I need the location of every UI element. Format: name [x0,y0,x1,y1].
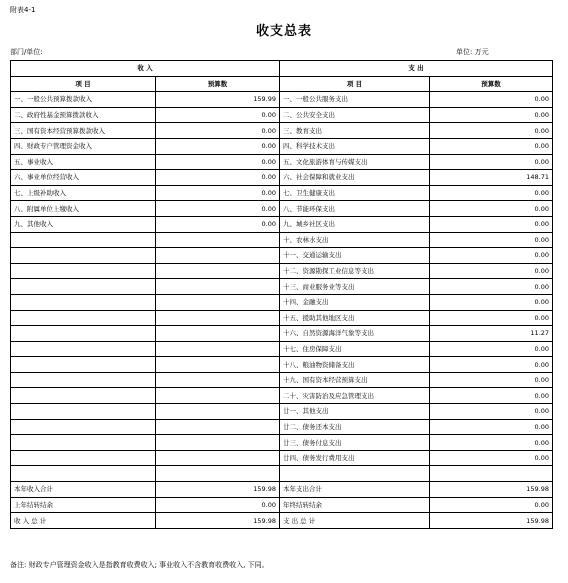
income-item-cell [11,232,156,248]
expense-item-cell: 四、科学技术支出 [280,138,430,154]
footnote: 备注: 财政专户管理资金收入是指教育收费收入; 事业收入不含教育收费收入, 下同。 [10,561,269,569]
expense-value-cell: 11.27 [430,326,553,342]
income-item-cell: 二、政府性基金预算拨款收入 [11,107,156,123]
expense-value-cell: 0.00 [430,138,553,154]
income-item-cell: 收 入 总 计 [11,513,156,529]
expense-value-cell: 0.00 [430,216,553,232]
expense-value-cell: 0.00 [430,107,553,123]
table-row [11,388,553,404]
table-row [11,372,553,388]
expense-item-cell: 九、城乡社区支出 [280,216,430,232]
income-value-cell: 0.00 [156,216,280,232]
expense-item-cell: 七、卫生健康支出 [280,185,430,201]
expense-value-cell: 0.00 [430,341,553,357]
income-item-cell [11,435,156,451]
income-item-cell [11,466,156,482]
income-value-cell [156,466,280,482]
table-row [11,326,553,342]
expense-value-cell: 0.00 [430,123,553,139]
table-row [11,310,553,326]
expense-value-cell: 0.00 [430,279,553,295]
expense-value-cell: 0.00 [430,201,553,217]
expense-item-cell: 三、教育支出 [280,123,430,139]
expense-item-cell: 十一、交通运输支出 [280,248,430,264]
income-value-cell: 0.00 [156,107,280,123]
expense-value-cell [430,466,553,482]
expense-item-cell: 十二、资源勘探工业信息等支出 [280,263,430,279]
expense-item-cell: 六、社会保障和就业支出 [280,170,430,186]
table-header-row [11,76,553,92]
income-item-cell: 三、国有资本经营预算拨款收入 [11,123,156,139]
income-item-cell: 一、一般公共预算拨款收入 [11,92,156,108]
expense-value-cell: 0.00 [430,310,553,326]
page-title: 收支总表 [255,24,312,39]
income-value-cell: 159.99 [156,92,280,108]
expense-value-cell: 0.00 [430,232,553,248]
expense-item-cell: 年终结转结余 [280,497,430,513]
expense-value-cell: 0.00 [430,450,553,466]
income-value-cell [156,263,280,279]
expense-value-cell: 0.00 [430,154,553,170]
dept-label: 部门/单位: [10,48,43,56]
table-row [11,279,553,295]
expense-value-cell: 159.98 [430,513,553,529]
income-item-cell [11,294,156,310]
income-item-header: 项 目 [11,76,156,92]
expense-value-cell: 0.00 [430,294,553,310]
income-item-cell: 五、事业收入 [11,154,156,170]
table-row [11,404,553,420]
income-value-cell [156,450,280,466]
table-row [11,435,553,451]
income-item-cell [11,279,156,295]
income-item-cell: 九、其他收入 [11,216,156,232]
income-item-cell [11,372,156,388]
table-row [11,513,553,529]
expense-item-cell: 廿三、债务付息支出 [280,435,430,451]
expense-value-cell: 148.71 [430,170,553,186]
income-item-cell [11,357,156,373]
expense-item-cell: 二十、灾害防治及应急管理支出 [280,388,430,404]
expense-item-cell: 十八、粮油物资储备支出 [280,357,430,373]
expense-item-cell: 一、一般公共服务支出 [280,92,430,108]
table-row [11,357,553,373]
expense-item-cell: 二、公共安全支出 [280,107,430,123]
income-item-cell: 八、附属单位上缴收入 [11,201,156,217]
expense-item-cell: 十、农林水支出 [280,232,430,248]
income-item-cell [11,310,156,326]
table-row [11,92,553,108]
income-value-cell: 159.98 [156,513,280,529]
expense-value-cell: 0.00 [430,388,553,404]
income-value-cell: 0.00 [156,170,280,186]
expense-value-cell: 0.00 [430,263,553,279]
income-value-cell [156,326,280,342]
expense-value-cell: 0.00 [430,372,553,388]
unit-label: 单位: 万元 [456,48,489,56]
expense-item-cell: 十六、自然资源海洋气象等支出 [280,326,430,342]
expense-budget-header: 预算数 [430,76,553,92]
income-value-cell [156,294,280,310]
table-row [11,216,553,232]
income-item-cell [11,404,156,420]
table-row [11,123,553,139]
table-row [11,497,553,513]
expense-value-cell: 159.98 [430,482,553,498]
income-value-cell: 159.98 [156,482,280,498]
table-body [11,92,553,529]
income-header: 收 入 [11,61,280,77]
income-item-cell: 七、上级补助收入 [11,185,156,201]
income-value-cell [156,310,280,326]
expense-item-cell: 十七、住房保障支出 [280,341,430,357]
income-value-cell [156,388,280,404]
table-row [11,170,553,186]
expense-item-cell: 廿二、债务还本支出 [280,419,430,435]
table-row [11,201,553,217]
expense-item-cell: 廿一、其他支出 [280,404,430,420]
expense-item-cell: 本年支出合计 [280,482,430,498]
income-value-cell [156,404,280,420]
income-value-cell: 0.00 [156,123,280,139]
expense-value-cell: 0.00 [430,435,553,451]
expense-item-cell: 八、节能环保支出 [280,201,430,217]
table-row [11,138,553,154]
expense-item-cell: 十九、国有资本经营预算支出 [280,372,430,388]
expense-value-cell: 0.00 [430,497,553,513]
table-row [11,248,553,264]
income-item-cell [11,419,156,435]
expense-item-cell [280,466,430,482]
table-row [11,450,553,466]
table-row [11,263,553,279]
table-header-group-row [11,61,553,77]
expense-header: 支 出 [280,61,553,77]
table-row [11,419,553,435]
income-value-cell: 0.00 [156,138,280,154]
expense-item-cell: 十四、金融支出 [280,294,430,310]
income-value-cell [156,435,280,451]
expense-item-cell: 廿四、债务发行费用支出 [280,450,430,466]
income-item-cell: 六、事业单位经营收入 [11,170,156,186]
table-row [11,482,553,498]
attachment-label: 附表4-1 [10,6,36,14]
income-item-cell [11,341,156,357]
expense-item-header: 项 目 [280,76,430,92]
income-value-cell [156,357,280,373]
expense-value-cell: 0.00 [430,92,553,108]
income-item-cell: 四、财政专户管理资金收入 [11,138,156,154]
income-value-cell [156,341,280,357]
table-row [11,107,553,123]
income-value-cell [156,372,280,388]
table-row [11,294,553,310]
income-item-cell [11,326,156,342]
expense-value-cell: 0.00 [430,185,553,201]
income-value-cell [156,248,280,264]
table-row [11,185,553,201]
expense-value-cell: 0.00 [430,248,553,264]
income-value-cell [156,232,280,248]
income-value-cell [156,279,280,295]
table-row [11,232,553,248]
table-row [11,466,553,482]
expense-value-cell: 0.00 [430,419,553,435]
income-value-cell: 0.00 [156,154,280,170]
expense-value-cell: 0.00 [430,404,553,420]
income-item-cell [11,263,156,279]
income-value-cell: 0.00 [156,185,280,201]
table-row [11,154,553,170]
table-row [11,341,553,357]
income-item-cell [11,388,156,404]
expense-item-cell: 支 出 总 计 [280,513,430,529]
expense-value-cell: 0.00 [430,357,553,373]
income-item-cell [11,450,156,466]
income-item-cell: 上年结转结余 [11,497,156,513]
income-value-cell: 0.00 [156,497,280,513]
income-budget-header: 预算数 [156,76,280,92]
income-item-cell: 本年收入合计 [11,482,156,498]
income-value-cell [156,419,280,435]
budget-summary-table [10,60,553,529]
expense-item-cell: 五、文化旅游体育与传媒支出 [280,154,430,170]
expense-item-cell: 十三、商业服务业等支出 [280,279,430,295]
income-item-cell [11,248,156,264]
expense-item-cell: 十五、援助其他地区支出 [280,310,430,326]
income-value-cell: 0.00 [156,201,280,217]
